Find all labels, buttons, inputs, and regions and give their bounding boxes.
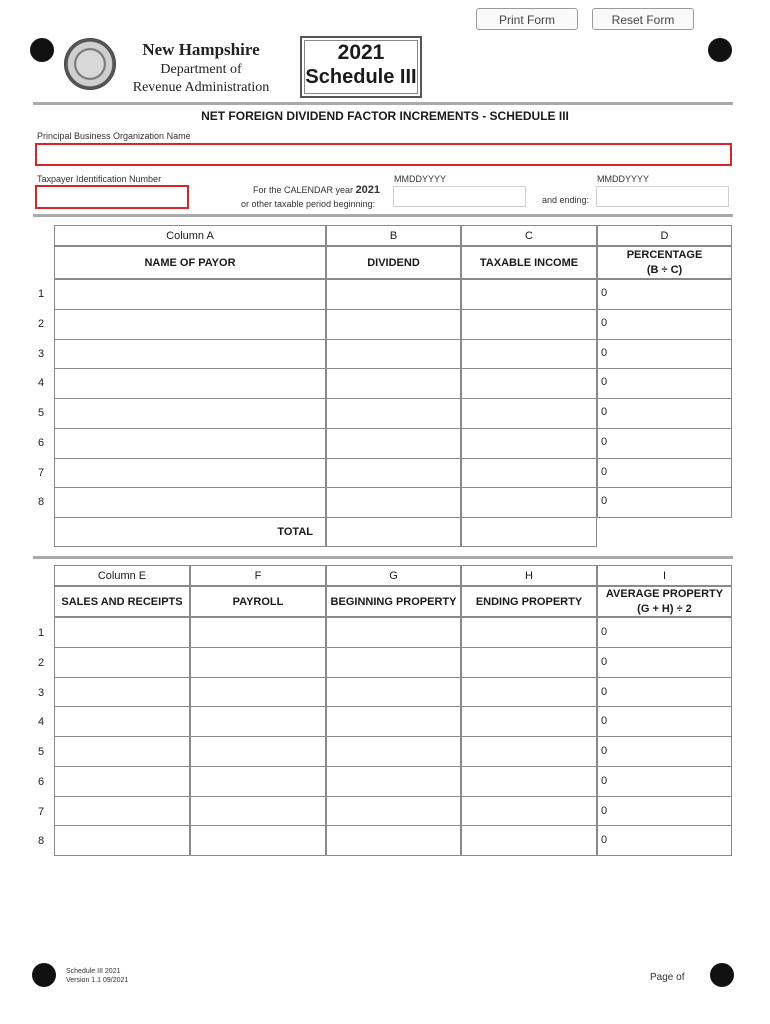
column-e-title: SALES AND RECEIPTS [54, 586, 190, 617]
payor-name-input[interactable] [54, 398, 326, 429]
row-number: 7 [38, 467, 45, 479]
form-year: 2021 [337, 41, 385, 64]
ending-property-input[interactable] [461, 647, 597, 678]
dividend-input[interactable] [326, 458, 461, 488]
ending-property-input[interactable] [461, 706, 597, 737]
form-title: NET FOREIGN DIVIDEND FACTOR INCREMENTS - SCHEDULE III [201, 109, 569, 123]
print-form-button[interactable]: Print Form [476, 8, 578, 30]
percentage-zero: 0 [601, 287, 608, 299]
column-e-letter: Column E [54, 565, 190, 586]
beginning-property-input[interactable] [326, 617, 461, 648]
average-property-zero: 0 [601, 745, 608, 757]
beginning-property-input[interactable] [326, 706, 461, 737]
ending-property-input[interactable] [461, 677, 597, 707]
beginning-property-input[interactable] [326, 736, 461, 767]
period-ending-input[interactable] [596, 186, 729, 207]
row-number: 2 [38, 657, 45, 669]
average-property-zero: 0 [601, 805, 608, 817]
payor-name-input[interactable] [54, 368, 326, 399]
ending-property-input[interactable] [461, 617, 597, 648]
payroll-input[interactable] [190, 677, 326, 707]
department-line-2: Revenue Administration [132, 80, 270, 95]
percentage-zero: 0 [601, 495, 608, 507]
average-property-value [597, 617, 732, 648]
column-a-letter: Column A [54, 225, 326, 246]
header-divider [33, 102, 733, 105]
registration-mark [708, 38, 732, 62]
percentage-value [597, 368, 732, 399]
column-g-letter: G [326, 565, 461, 586]
ending-property-input[interactable] [461, 796, 597, 826]
column-c-letter: C [461, 225, 597, 246]
column-c-title: TAXABLE INCOME [461, 246, 597, 279]
period-beginning-input[interactable] [393, 186, 526, 207]
sales-receipts-input[interactable] [54, 766, 190, 797]
sales-receipts-input[interactable] [54, 677, 190, 707]
state-seal-icon [64, 38, 116, 90]
percentage-zero: 0 [601, 436, 608, 448]
payor-name-input[interactable] [54, 428, 326, 459]
average-property-value [597, 647, 732, 678]
taxable-income-input[interactable] [461, 279, 597, 310]
percentage-zero: 0 [601, 317, 608, 329]
tin-input[interactable] [35, 185, 189, 209]
taxable-income-input[interactable] [461, 339, 597, 369]
sales-receipts-input[interactable] [54, 796, 190, 826]
total-label: TOTAL [54, 517, 326, 547]
row-number: 8 [38, 496, 45, 508]
column-d-letter: D [597, 225, 732, 246]
average-property-value [597, 677, 732, 707]
row-number: 6 [38, 437, 45, 449]
percentage-value [597, 339, 732, 369]
percentage-zero: 0 [601, 376, 608, 388]
taxable-income-input[interactable] [461, 487, 597, 518]
row-number: 7 [38, 806, 45, 818]
percentage-value [597, 487, 732, 518]
column-b-letter: B [326, 225, 461, 246]
column-d-title-line2: (B ÷ C) [646, 263, 683, 276]
schedule-name: Schedule III [305, 66, 417, 88]
percentage-value [597, 279, 732, 310]
beginning-property-input[interactable] [326, 677, 461, 707]
row-number: 8 [38, 835, 45, 847]
column-i-title [597, 586, 732, 617]
org-name-label: Principal Business Organization Name [37, 131, 191, 141]
payroll-input[interactable] [190, 706, 326, 737]
schedule-year-box [300, 36, 422, 98]
average-property-zero: 0 [601, 686, 608, 698]
taxable-income-input[interactable] [461, 428, 597, 459]
column-h-title: ENDING PROPERTY [461, 586, 597, 617]
total-taxable-income-input[interactable] [461, 517, 597, 547]
row-number: 1 [38, 627, 45, 639]
state-name: New Hampshire [142, 40, 260, 59]
registration-mark [710, 963, 734, 987]
org-name-input[interactable] [35, 143, 732, 166]
ending-property-input[interactable] [461, 736, 597, 767]
percentage-zero: 0 [601, 347, 608, 359]
percentage-zero: 0 [601, 406, 608, 418]
dividend-input[interactable] [326, 398, 461, 429]
beginning-property-input[interactable] [326, 766, 461, 797]
average-property-zero: 0 [601, 834, 608, 846]
taxable-income-input[interactable] [461, 458, 597, 488]
column-d-title-line1: PERCENTAGE [626, 248, 703, 261]
average-property-zero: 0 [601, 626, 608, 638]
row-number: 5 [38, 746, 45, 758]
row-number: 5 [38, 407, 45, 419]
ending-property-input[interactable] [461, 825, 597, 856]
row-number: 4 [38, 716, 45, 728]
column-h-letter: H [461, 565, 597, 586]
column-d-title [597, 246, 732, 279]
payor-name-input[interactable] [54, 339, 326, 369]
department-line-1: Department of [160, 62, 242, 77]
beginning-property-input[interactable] [326, 796, 461, 826]
dividend-input[interactable] [326, 487, 461, 518]
taxable-income-input[interactable] [461, 309, 597, 340]
column-f-title: PAYROLL [190, 586, 326, 617]
calendar-year-label [253, 184, 380, 196]
row-number: 3 [38, 348, 45, 360]
percentage-value [597, 398, 732, 429]
column-a-title: NAME OF PAYOR [54, 246, 326, 279]
reset-form-button[interactable]: Reset Form [592, 8, 694, 30]
payroll-input[interactable] [190, 796, 326, 826]
registration-mark [30, 38, 54, 62]
percentage-value [597, 458, 732, 488]
payor-name-input[interactable] [54, 458, 326, 488]
payroll-input[interactable] [190, 617, 326, 648]
column-i-title-line2: (G + H) ÷ 2 [637, 602, 692, 615]
row-number: 1 [38, 288, 45, 300]
percentage-zero: 0 [601, 466, 608, 478]
average-property-value [597, 796, 732, 826]
payor-name-input[interactable] [54, 487, 326, 518]
taxable-income-input[interactable] [461, 368, 597, 399]
column-b-title: DIVIDEND [326, 246, 461, 279]
column-i-title-line1: AVERAGE PROPERTY [605, 587, 724, 600]
total-dividend-input[interactable] [326, 517, 461, 547]
payor-name-input[interactable] [54, 279, 326, 310]
row-number: 2 [38, 318, 45, 330]
ending-property-input[interactable] [461, 766, 597, 797]
average-property-zero: 0 [601, 715, 608, 727]
average-property-zero: 0 [601, 656, 608, 668]
dividend-input[interactable] [326, 428, 461, 459]
percentage-value [597, 428, 732, 459]
sales-receipts-input[interactable] [54, 736, 190, 767]
tin-label: Taxpayer Identification Number [37, 174, 162, 184]
sales-receipts-input[interactable] [54, 825, 190, 856]
registration-mark [32, 963, 56, 987]
average-property-value [597, 825, 732, 856]
payroll-input[interactable] [190, 825, 326, 856]
dividend-input[interactable] [326, 309, 461, 340]
row-number: 3 [38, 687, 45, 699]
period-beginning-label: or other taxable period beginning: [241, 199, 376, 209]
payroll-input[interactable] [190, 647, 326, 678]
dividend-input[interactable] [326, 368, 461, 399]
dividend-input[interactable] [326, 279, 461, 310]
beginning-property-input[interactable] [326, 647, 461, 678]
sales-receipts-input[interactable] [54, 706, 190, 737]
calendar-prefix: For the CALENDAR year [253, 185, 354, 195]
average-property-zero: 0 [601, 775, 608, 787]
sales-receipts-input[interactable] [54, 617, 190, 648]
date-format-hint: MMDDYYYY [394, 174, 447, 184]
taxable-income-input[interactable] [461, 398, 597, 429]
average-property-value [597, 736, 732, 767]
payor-name-input[interactable] [54, 309, 326, 340]
beginning-property-input[interactable] [326, 825, 461, 856]
date-format-hint: MMDDYYYY [597, 174, 650, 184]
row-number: 6 [38, 776, 45, 788]
form-version: Version 1.1 09/2021 [66, 977, 129, 984]
percentage-value [597, 309, 732, 340]
column-g-title: BEGINNING PROPERTY [326, 586, 461, 617]
and-ending-label: and ending: [542, 195, 590, 205]
page-of-label: Page of [650, 972, 685, 983]
column-i-letter: I [597, 565, 732, 586]
column-f-letter: F [190, 565, 326, 586]
dividend-input[interactable] [326, 339, 461, 369]
sales-receipts-input[interactable] [54, 647, 190, 678]
average-property-value [597, 766, 732, 797]
payroll-input[interactable] [190, 736, 326, 767]
average-property-value [597, 706, 732, 737]
form-id: Schedule III 2021 [66, 968, 121, 975]
row-number: 4 [38, 377, 45, 389]
section-divider [33, 556, 733, 559]
calendar-year: 2021 [355, 184, 381, 196]
payroll-input[interactable] [190, 766, 326, 797]
section-divider [33, 214, 733, 217]
